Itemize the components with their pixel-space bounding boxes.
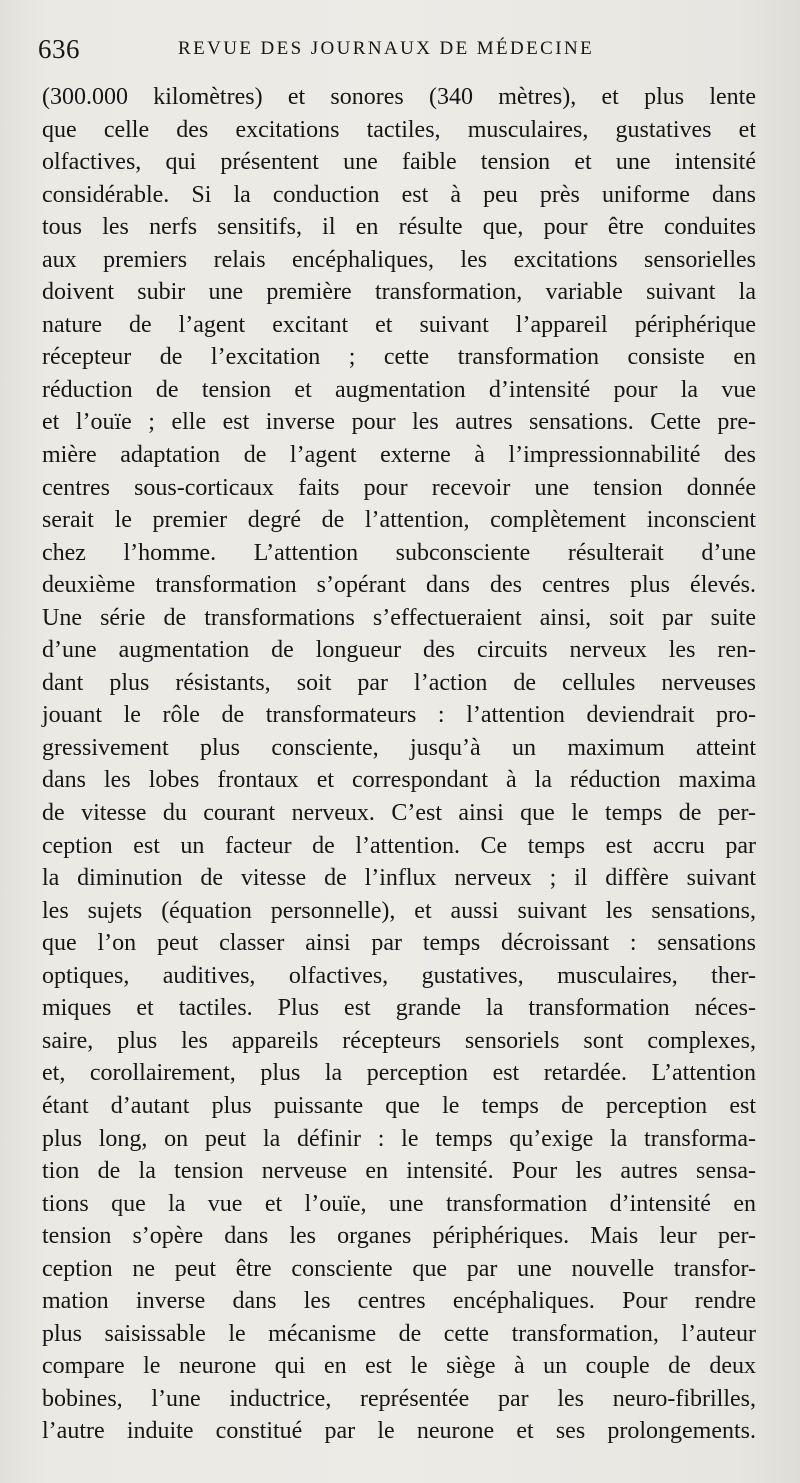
text-line: et l’ouïe ; elle est inverse pour les autres sensations. Cette pre- — [42, 409, 756, 436]
text-line: dans les lobes frontaux et correspondant à la réduction maxima — [42, 767, 756, 794]
page-header — [38, 34, 760, 74]
text-line: que l’on peut classer ainsi par temps décroissant : sensations — [42, 930, 756, 957]
text-line: nature de l’agent excitant et suivant l’appareil périphérique — [42, 311, 756, 338]
text-line: plus saisissable le mécanisme de cette transformation, l’auteur — [42, 1320, 756, 1347]
text-line: tension s’opère dans les organes périphériques. Mais leur per- — [42, 1223, 756, 1250]
text-line: chez l’homme. L’attention subconsciente résulterait d’une — [42, 539, 756, 566]
text-line: la diminution de vitesse de l’influx nerveux ; il diffère suivant — [42, 865, 756, 892]
text-line: saire, plus les appareils récepteurs sensoriels sont complexes, — [42, 1027, 756, 1054]
text-line: d’une augmentation de longueur des circuits nerveux les ren- — [42, 637, 756, 664]
text-line: aux premiers relais encéphaliques, les excitations sensorielles — [42, 246, 756, 273]
text-line: de vitesse du courant nerveux. C’est ainsi que le temps de per- — [42, 800, 756, 827]
text-line: ception ne peut être consciente que par une nouvelle transfor- — [42, 1255, 756, 1282]
text-line: tous les nerfs sensitifs, il en résulte que, pour être conduites — [42, 214, 756, 241]
text-line: olfactives, qui présentent une faible tension et une intensité — [42, 149, 756, 176]
text-line: mation inverse dans les centres encéphaliques. Pour rendre — [42, 1288, 756, 1315]
text-line: l’autre induite constitué par le neurone et ses prolongements. — [42, 1418, 756, 1445]
text-line: bobines, l’une inductrice, représentée par les neuro-fibrilles, — [42, 1385, 756, 1412]
running-head: REVUE DES JOURNAUX DE MÉDECINE — [178, 38, 595, 59]
text-line: serait le premier degré de l’attention, complètement inconscient — [42, 507, 756, 534]
text-line: dant plus résistants, soit par l’action de cellules nerveuses — [42, 669, 756, 696]
body-paragraph — [42, 81, 756, 1448]
text-line: centres sous-corticaux faits pour recevoir une tension donnée — [42, 474, 756, 501]
text-line: doivent subir une première transformation, variable suivant la — [42, 279, 756, 306]
text-line: gressivement plus consciente, jusqu’à un maximum atteint — [42, 734, 756, 761]
text-line: jouant le rôle de transformateurs : l’attention deviendrait pro- — [42, 702, 756, 729]
text-line: les sujets (équation personnelle), et aussi suivant les sensations, — [42, 897, 756, 924]
text-line: et, corollairement, plus la perception est retardée. L’attention — [42, 1060, 756, 1087]
text-line: tions que la vue et l’ouïe, une transformation d’intensité en — [42, 1190, 756, 1217]
text-line: deuxième transformation s’opérant dans des centres plus élevés. — [42, 572, 756, 599]
text-line: optiques, auditives, olfactives, gustatives, musculaires, ther- — [42, 962, 756, 989]
text-line: (300.000 kilomètres) et sonores (340 mètres), et plus lente — [42, 84, 756, 110]
text-line: Une série de transformations s’effectueraient ainsi, soit par suite — [42, 604, 756, 631]
text-line: miques et tactiles. Plus est grande la transformation néces- — [42, 995, 756, 1022]
text-line: tion de la tension nerveuse en intensité. Pour les autres sensa- — [42, 1158, 756, 1185]
text-line: récepteur de l’excitation ; cette transformation consiste en — [42, 344, 756, 371]
page-number: 636 — [38, 34, 80, 64]
text-line: compare le neurone qui en est le siège à un couple de deux — [42, 1353, 756, 1380]
text-line: ception est un facteur de l’attention. Ce temps est accru par — [42, 832, 756, 859]
text-line: plus long, on peut la définir : le temps qu’exige la transforma- — [42, 1125, 756, 1152]
text-line: considérable. Si la conduction est à peu près uniforme dans — [42, 181, 756, 208]
text-line: mière adaptation de l’agent externe à l’impressionnabilité des — [42, 442, 756, 469]
text-line: que celle des excitations tactiles, musculaires, gustatives et — [42, 116, 756, 143]
text-line: étant d’autant plus puissante que le temps de perception est — [42, 1092, 756, 1119]
text-line: réduction de tension et augmentation d’intensité pour la vue — [42, 376, 756, 403]
